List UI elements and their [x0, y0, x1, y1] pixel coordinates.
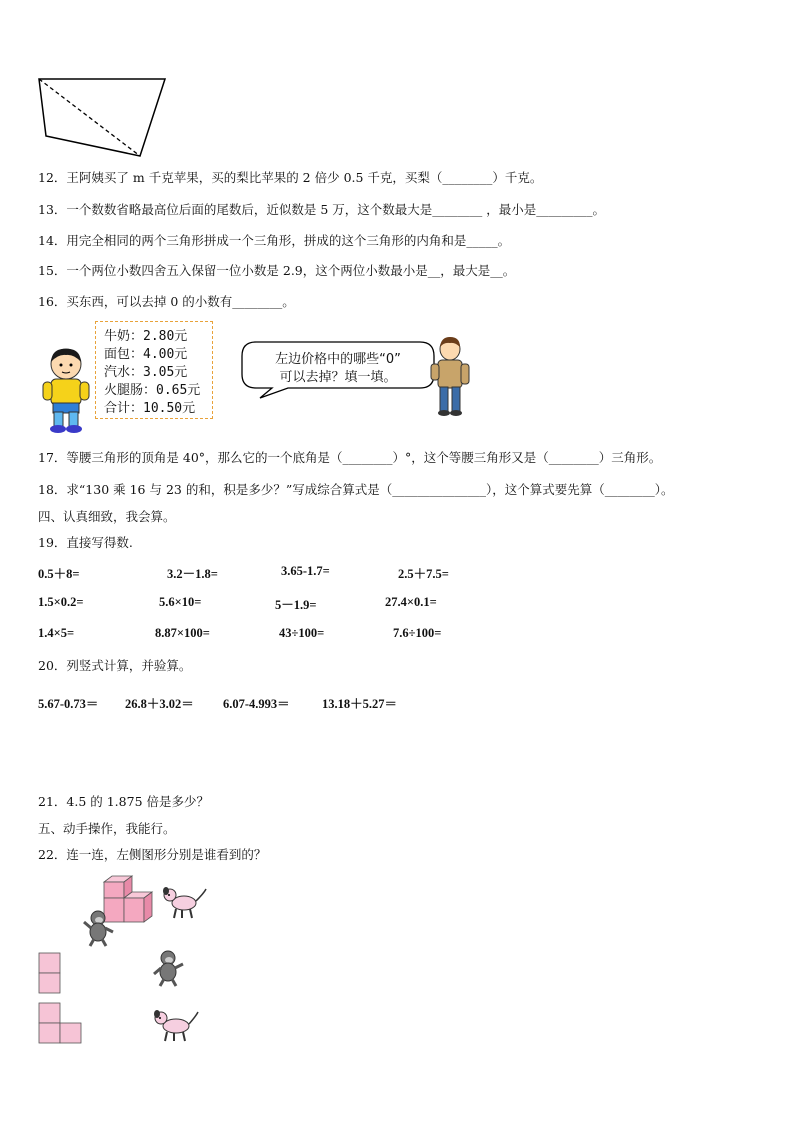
price-list-box: [95, 321, 213, 419]
question-13: 13．一个数数省略最高位后面的尾数后，近似数是 5 万，这个数最大是________ ，最小是_________。: [38, 202, 606, 217]
calc-r3-c3: 43÷100=: [279, 626, 325, 640]
section-5-heading: 五、动手操作，我能行。: [38, 821, 176, 836]
calc-r1-c2: 3.2－1.8=: [167, 567, 218, 581]
monkey-icon-middle: [152, 950, 186, 988]
price-sausage: 火腿肠：0.65元: [104, 383, 201, 398]
question-18: 18．求“130 乘 16 与 23 的和，积是多少？”写成综合算式是（_______________），这个算式要先算（________）。: [38, 482, 674, 497]
dog-icon-bottom: [150, 1008, 200, 1044]
calc-r1-c4: 2.5＋7.5=: [398, 567, 449, 581]
question-17: 17．等腰三角形的顶角是 40°，那么它的一个底角是（________）°，这个等腰三角形又是（________）三角形。: [38, 450, 662, 465]
price-total: 合计：10.50元: [104, 401, 196, 416]
question-14: 14．用完全相同的两个三角形拼成一个三角形，拼成的这个三角形的内角和是_____。: [38, 233, 511, 248]
question-20: 20．列竖式计算，并验算。: [38, 658, 192, 673]
quadrilateral-figure: [36, 76, 168, 160]
speech-bubble-line-2: 可以去掉？填一填。: [279, 370, 397, 385]
calc-r3-c2: 8.87×100=: [155, 626, 210, 640]
calc-r3-c4: 7.6÷100=: [393, 626, 442, 640]
question-19: 19．直接写得数.: [38, 535, 133, 550]
question-12: 12．王阿姨买了 m 千克苹果，买的梨比苹果的 2 倍少 0.5 千克，买梨（________）千克。: [38, 170, 543, 185]
question-15: 15．一个两位小数四舍五入保留一位小数是 2.9，这个两位小数最小是__，最大是__。: [38, 263, 516, 278]
monkey-icon-top: [82, 910, 116, 948]
calc-r1-c1: 0.5＋8=: [38, 567, 80, 581]
calc-r2-c4: 27.4×0.1=: [385, 595, 437, 609]
front-view-shape-b: [38, 1002, 84, 1046]
price-bread: 面包：4.00元: [104, 347, 188, 362]
vertical-calc-3: 6.07-4.993＝: [223, 697, 290, 711]
calc-r1-c3: 3.65-1.7=: [281, 564, 330, 578]
question-22: 22．连一连，左侧图形分别是谁看到的？: [38, 847, 267, 862]
calc-r2-c3: 5－1.9=: [275, 598, 317, 612]
section-4-heading: 四、认真细致，我会算。: [38, 509, 176, 524]
calc-r3-c1: 1.4×5=: [38, 626, 75, 640]
vertical-calc-1: 5.67-0.73＝: [38, 697, 99, 711]
question-21: 21．4.5 的 1.875 倍是多少？: [38, 794, 209, 809]
calc-r2-c2: 5.6×10=: [159, 595, 202, 609]
dog-icon-top: [160, 885, 208, 921]
calc-r2-c1: 1.5×0.2=: [38, 595, 84, 609]
vertical-calc-2: 26.8＋3.02＝: [125, 697, 194, 711]
price-soda: 汽水：3.05元: [104, 365, 188, 380]
boy-illustration: [40, 346, 92, 434]
teacher-illustration: [430, 336, 470, 416]
question-16: 16．买东西，可以去掉 0 的小数有________。: [38, 294, 295, 309]
vertical-calc-4: 13.18＋5.27＝: [322, 697, 398, 711]
price-milk: 牛奶：2.80元: [104, 329, 188, 344]
front-view-shape-a: [38, 952, 62, 996]
speech-bubble-line-1: 左边价格中的哪些“0”: [275, 352, 401, 367]
